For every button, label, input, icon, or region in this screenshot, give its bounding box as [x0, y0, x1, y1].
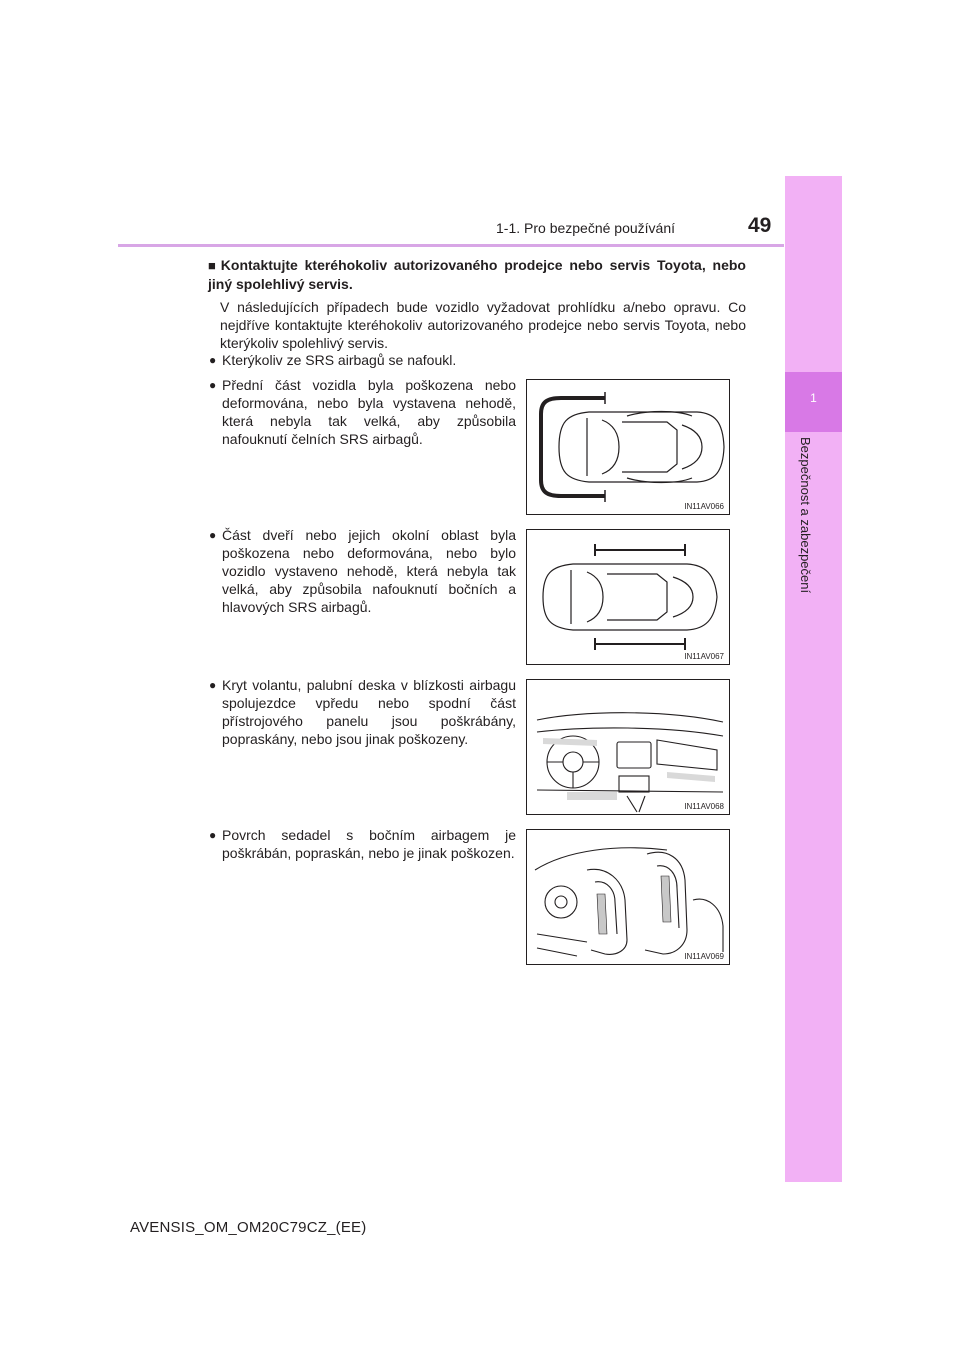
page-number: 49: [748, 214, 772, 237]
intro-paragraph: V následujících případech bude vozidlo vyžadovat prohlídku a/nebo opravu. Co nejdříve kontaktujte kteréhokoliv autorizovaného prodejce nebo servis Toyota, nebo kterýkoliv spolehlivý servis.: [220, 299, 746, 351]
list-item: [209, 526, 516, 616]
car-top-view-side-illustration: [527, 530, 729, 664]
chapter-number: 1: [810, 391, 817, 405]
list-item-text: Kryt volantu, palubní deska v blízkosti airbagu spolujezdce vpředu nebo spodní část přístrojového panelu jsou poškrábány, popraskány, nebo jsou jinak poškozeny.: [222, 677, 516, 747]
seats-illustration: [527, 830, 729, 964]
heading-text: Kontaktujte kteréhokoliv autorizovaného prodejce nebo servis Toyota, nebo jiný spolehlivý servis.: [208, 257, 746, 292]
list-item: [209, 351, 742, 369]
list-item-text: Část dveří nebo jejich okolní oblast byla poškozena nebo deformována, nebo bylo vozidlo vystaveno nehodě, která nebyla tak velká, aby způsobila nafouknutí bočních a hlavových SRS airbagů.: [222, 527, 516, 615]
figure-code: IN11AV068: [684, 802, 724, 811]
header-divider: [118, 244, 784, 247]
chapter-title: Bezpečnost a zabezpečení: [798, 437, 813, 594]
bullet-dot-icon: ●: [209, 828, 217, 842]
bullet-dot-icon: ●: [209, 528, 217, 542]
figure-seat-damage: [526, 829, 730, 965]
square-bullet-icon: ■: [208, 258, 219, 273]
figure-dashboard-damage: [526, 679, 730, 815]
dashboard-illustration: [527, 680, 729, 814]
main-content: [208, 256, 746, 352]
car-top-view-front-illustration: [527, 380, 729, 514]
figure-front-damage: [526, 379, 730, 515]
figure-side-damage: [526, 529, 730, 665]
figure-code: IN11AV069: [684, 952, 724, 961]
figure-code: IN11AV066: [684, 502, 724, 511]
list-item: [209, 676, 516, 748]
bullet-dot-icon: ●: [209, 353, 217, 367]
list-item-text: Přední část vozidla byla poškozena nebo deformována, nebo byla vystavena nehodě, která nebyla tak velká, aby způsobila nafouknutí čelních SRS airbagů.: [222, 377, 516, 447]
list-item: [209, 376, 516, 448]
bullet-dot-icon: ●: [209, 378, 217, 392]
document-code: AVENSIS_OM_OM20C79CZ_(EE): [130, 1219, 367, 1236]
list-item-text: Povrch sedadel s bočním airbagem je poškrábán, popraskán, nebo je jinak poškozen.: [222, 827, 516, 861]
list-item-text: Kterýkoliv ze SRS airbagů se nafoukl.: [222, 352, 457, 368]
figure-code: IN11AV067: [684, 652, 724, 661]
chapter-side-tab: [785, 176, 842, 1182]
section-heading: [208, 256, 746, 293]
section-title: 1-1. Pro bezpečné používání: [496, 220, 676, 236]
bullet-dot-icon: ●: [209, 678, 217, 692]
list-item: [209, 826, 516, 862]
